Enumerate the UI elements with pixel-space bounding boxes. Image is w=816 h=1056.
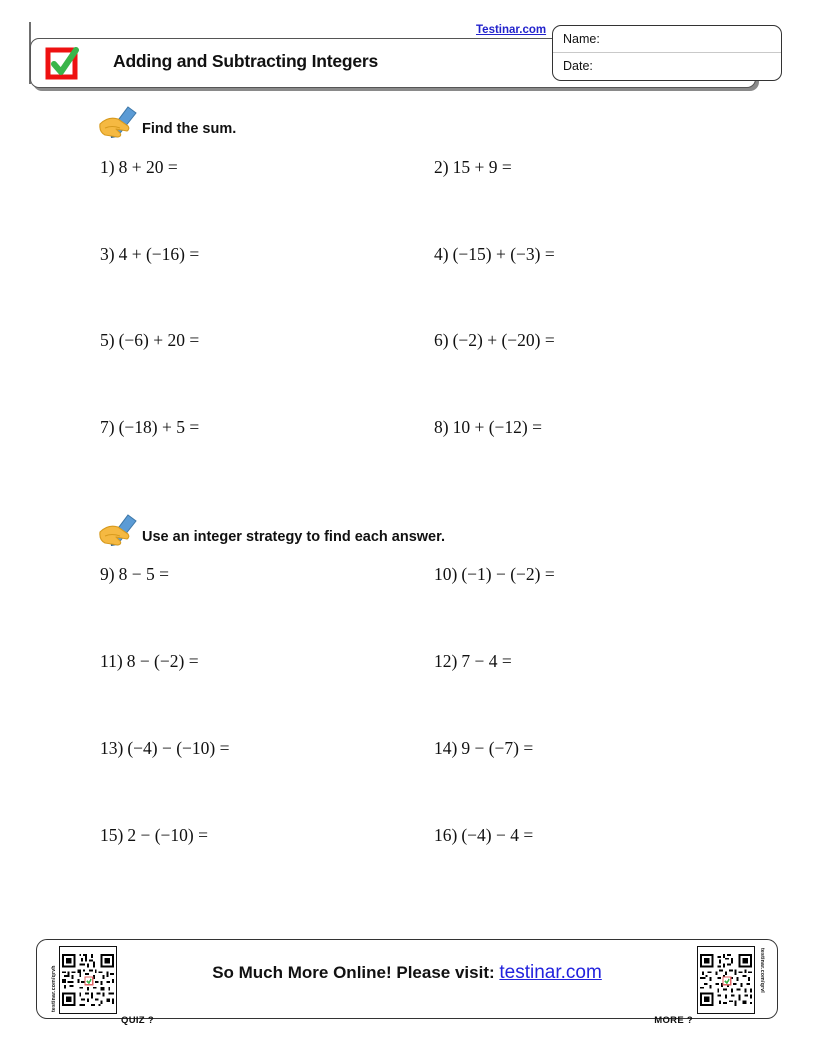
problem-number: 10): [434, 564, 458, 584]
problem-number: 13): [100, 738, 124, 758]
instruction-find-the-sum: [98, 104, 236, 140]
problem-3: [100, 244, 199, 265]
problem-expression: 9 − (−7) =: [461, 738, 534, 758]
problem-expression: (−4) − (−10) =: [127, 738, 230, 758]
problem-6: [434, 330, 555, 351]
instruction-integer-strategy: [98, 512, 445, 548]
problem-number: 15): [100, 825, 124, 845]
problem-expression: 8 − (−2) =: [126, 651, 199, 671]
hand-with-pencil-icon: [98, 104, 142, 140]
checkbox-checked-icon: [45, 46, 81, 82]
more-qr-caption: MORE ?: [654, 1015, 693, 1026]
problem-expression: (−18) + 5 =: [118, 417, 200, 437]
quiz-qr-caption: QUIZ ?: [121, 1015, 154, 1026]
problem-number: 4): [434, 244, 449, 264]
problem-number: 7): [100, 417, 115, 437]
problem-5: [100, 330, 199, 351]
problem-number: 8): [434, 417, 449, 437]
problem-expression: (−2) + (−20) =: [452, 330, 555, 350]
footer-promo-prefix: So Much More Online! Please visit:: [212, 963, 500, 982]
problem-13: [100, 738, 230, 759]
testinar-footer-link[interactable]: testinar.com: [499, 962, 602, 983]
instruction-text: Find the sum.: [142, 121, 237, 137]
problem-number: 1): [100, 157, 115, 177]
problem-8: [434, 417, 542, 438]
problem-11: [100, 651, 199, 672]
problem-expression: 8 + 20 =: [118, 157, 178, 177]
problem-16: [434, 825, 533, 846]
footer-promo-box: [36, 939, 778, 1026]
problem-number: 11): [100, 651, 123, 671]
hand-with-pencil-icon: [98, 512, 142, 548]
testinar-top-link[interactable]: Testinar.com: [476, 24, 547, 36]
footer-promo-text: [37, 962, 777, 984]
problem-expression: 15 + 9 =: [452, 157, 512, 177]
problem-expression: 10 + (−12) =: [452, 417, 542, 437]
date-field[interactable]: Date:: [563, 59, 593, 73]
problem-expression: (−4) − 4 =: [461, 825, 534, 845]
more-qr-block[interactable]: [654, 946, 769, 1026]
problem-4: [434, 244, 555, 265]
problem-expression: 7 − 4 =: [461, 651, 512, 671]
problem-12: [434, 651, 512, 672]
problem-expression: (−15) + (−3) =: [452, 244, 555, 264]
instruction-text: Use an integer strategy to find each answer.: [142, 529, 445, 545]
problem-15: [100, 825, 208, 846]
problem-number: 5): [100, 330, 115, 350]
problem-number: 3): [100, 244, 115, 264]
problem-number: 16): [434, 825, 458, 845]
problem-number: 2): [434, 157, 449, 177]
problem-14: [434, 738, 533, 759]
problem-number: 9): [100, 564, 115, 584]
problem-number: 12): [434, 651, 458, 671]
quiz-qr-side-label: testinar.com/qrvh: [51, 965, 57, 1012]
page-title: Adding and Subtracting Integers: [113, 51, 379, 71]
problem-number: 6): [434, 330, 449, 350]
problem-expression: 2 − (−10) =: [127, 825, 208, 845]
problem-number: 14): [434, 738, 458, 758]
more-qr-side-label: testinar.com/qrvl: [759, 948, 765, 993]
name-field[interactable]: Name:: [553, 26, 781, 53]
problem-7: [100, 417, 199, 438]
name-date-box: [552, 25, 782, 81]
problem-10: [434, 564, 555, 585]
problem-expression: (−6) + 20 =: [118, 330, 200, 350]
more-qr-code-icon[interactable]: [697, 946, 755, 1014]
problem-expression: (−1) − (−2) =: [461, 564, 555, 584]
problem-2: [434, 157, 512, 178]
problem-9: [100, 564, 169, 585]
problem-expression: 4 + (−16) =: [118, 244, 200, 264]
problem-1: [100, 157, 178, 178]
problem-expression: 8 − 5 =: [118, 564, 169, 584]
